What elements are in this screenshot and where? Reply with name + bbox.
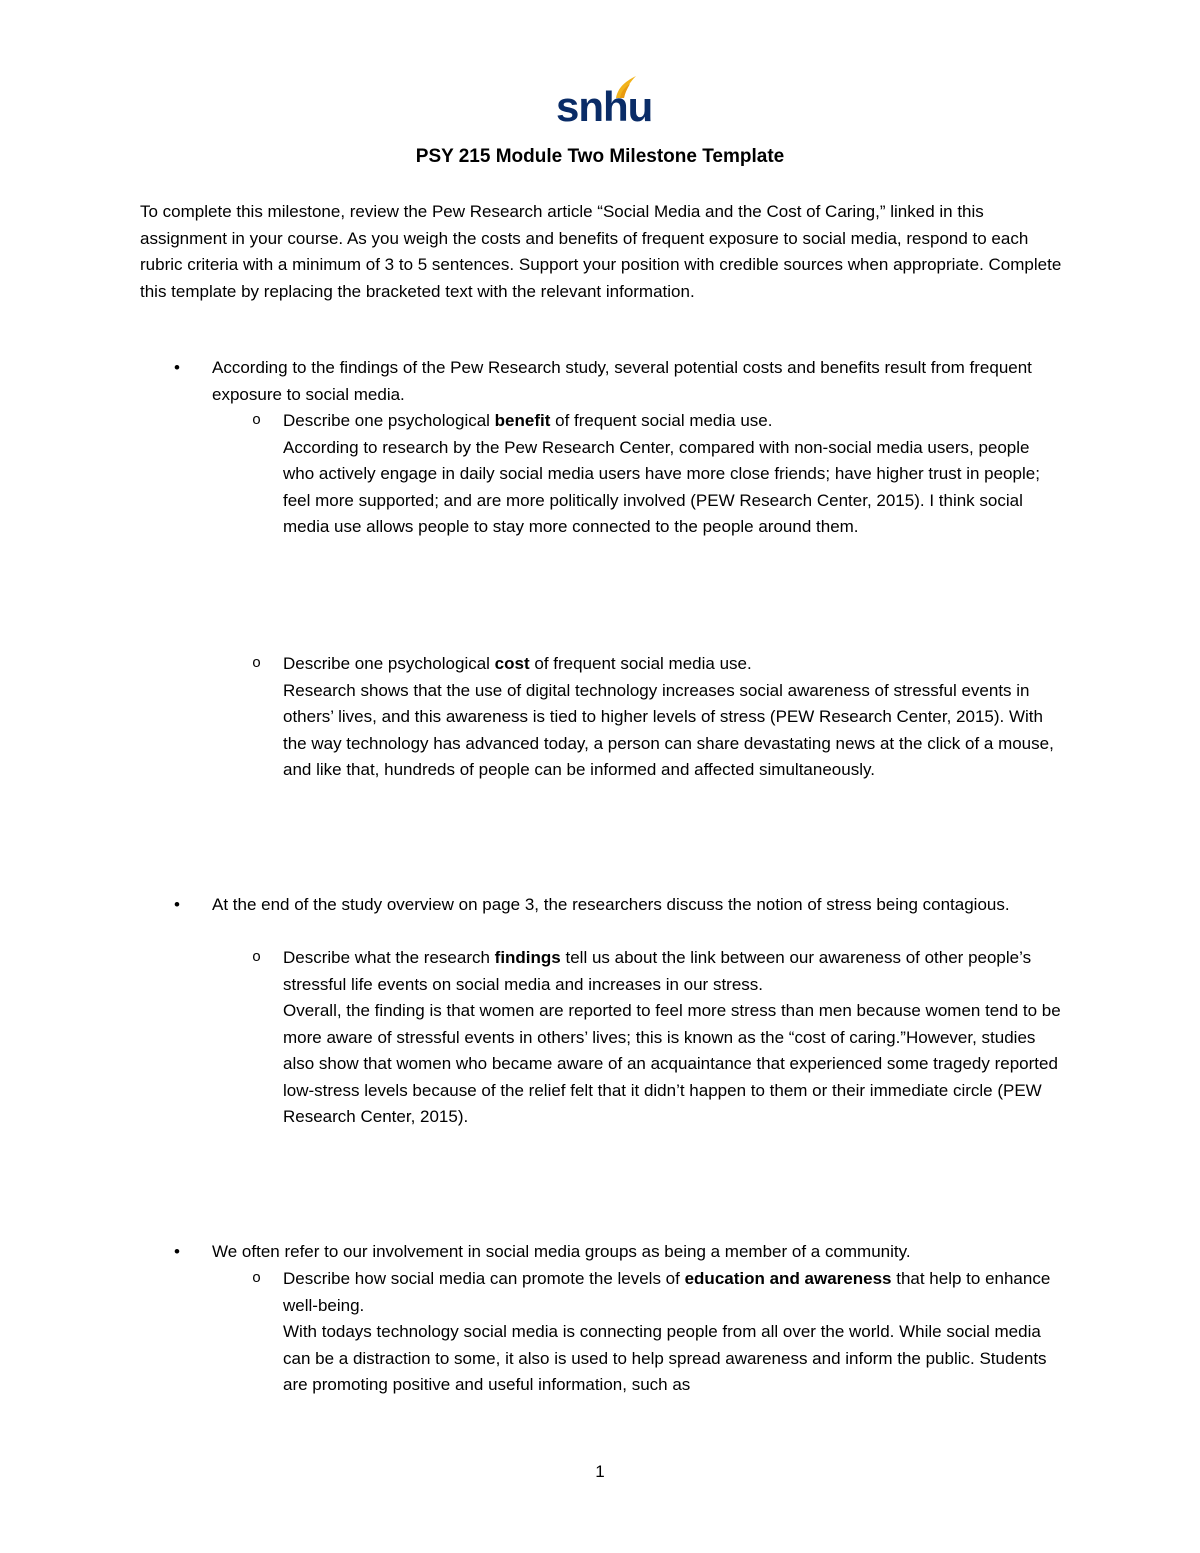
sub-bullet-glyph: o <box>252 1270 262 1287</box>
bullet-text: We often refer to our involvement in social media groups as being a member of a community. <box>212 1242 911 1261</box>
document-title: PSY 215 Module Two Milestone Template <box>415 146 785 167</box>
response-text: Overall, the finding is that women are reported to feel more stress than men because women tend to be more aware of stressful events in others’ lives; this is known as the “cost of caring.”However, studies also show that women who became aware of an acquaintance that experienced some tragedy reported low-stress levels because of the relief felt that it didn’t happen to them or their immediate circle (PEW Research Center, 2015). <box>283 1001 1061 1126</box>
sub-bullet-glyph: o <box>252 655 262 672</box>
logo-wordmark: snhu <box>556 83 653 130</box>
intro-paragraph: To complete this milestone, review the Pew Research article “Social Media and the Cost of Caring,” linked in this assignment in your course. As you weigh the costs and benefits of frequent exposure to social media, respond to each rubric criteria with a minimum of 3 to 5 sentences. Support your position with credible sources when appropriate. Complete this template by replacing the bracketed text with the relevant information. <box>140 202 1062 302</box>
bullet-text: At the end of the study overview on page 3, the researchers discuss the notion of stress being contagious. <box>212 895 1010 914</box>
bullet-glyph: • <box>174 895 180 914</box>
sub-item-content <box>283 408 1063 541</box>
bullet-text: According to the findings of the Pew Research study, several potential costs and benefits result from frequent exposure to social media. <box>212 358 1032 404</box>
prompt-text: Describe one psychological cost of frequent social media use. <box>283 654 752 673</box>
prompt-text: Describe how social media can promote the levels of education and awareness that help to enhance well-being. <box>283 1269 1051 1315</box>
sub-item-content <box>283 1266 1063 1399</box>
sub-item-content <box>283 651 1063 784</box>
bullet-glyph: • <box>174 358 180 377</box>
prompt-text: Describe what the research findings tell us about the link between our awareness of other people’s stressful life events on social media and increases in our stress. <box>283 948 1032 994</box>
sub-item-content <box>283 945 1063 1131</box>
sub-bullet-glyph: o <box>252 949 262 966</box>
bullet-glyph: • <box>174 1242 180 1261</box>
page-number: 1 <box>595 1462 605 1481</box>
snhu-logo <box>556 74 653 132</box>
response-text: With todays technology social media is connecting people from all over the world. While social media can be a distraction to some, it also is used to help spread awareness and inform the public. Students are promoting positive and useful information, such as <box>283 1322 1047 1394</box>
prompt-text: Describe one psychological benefit of frequent social media use. <box>283 411 773 430</box>
response-text: According to research by the Pew Research Center, compared with non-social media users, people who actively engage in daily social media users have more close friends; have higher trust in people; feel more supported; and are more politically involved (PEW Research Center, 2015). I think social media use allows people to stay more connected to the people around them. <box>283 437 1040 536</box>
response-text: Research shows that the use of digital technology increases social awareness of stressful events in others’ lives, and this awareness is tied to higher levels of stress (PEW Research Center, 2015). With the way technology has advanced today, a person can share devastating news at the click of a mouse, and like that, hundreds of people can be informed and affected simultaneously. <box>283 680 1054 779</box>
sub-bullet-glyph: o <box>252 412 262 429</box>
